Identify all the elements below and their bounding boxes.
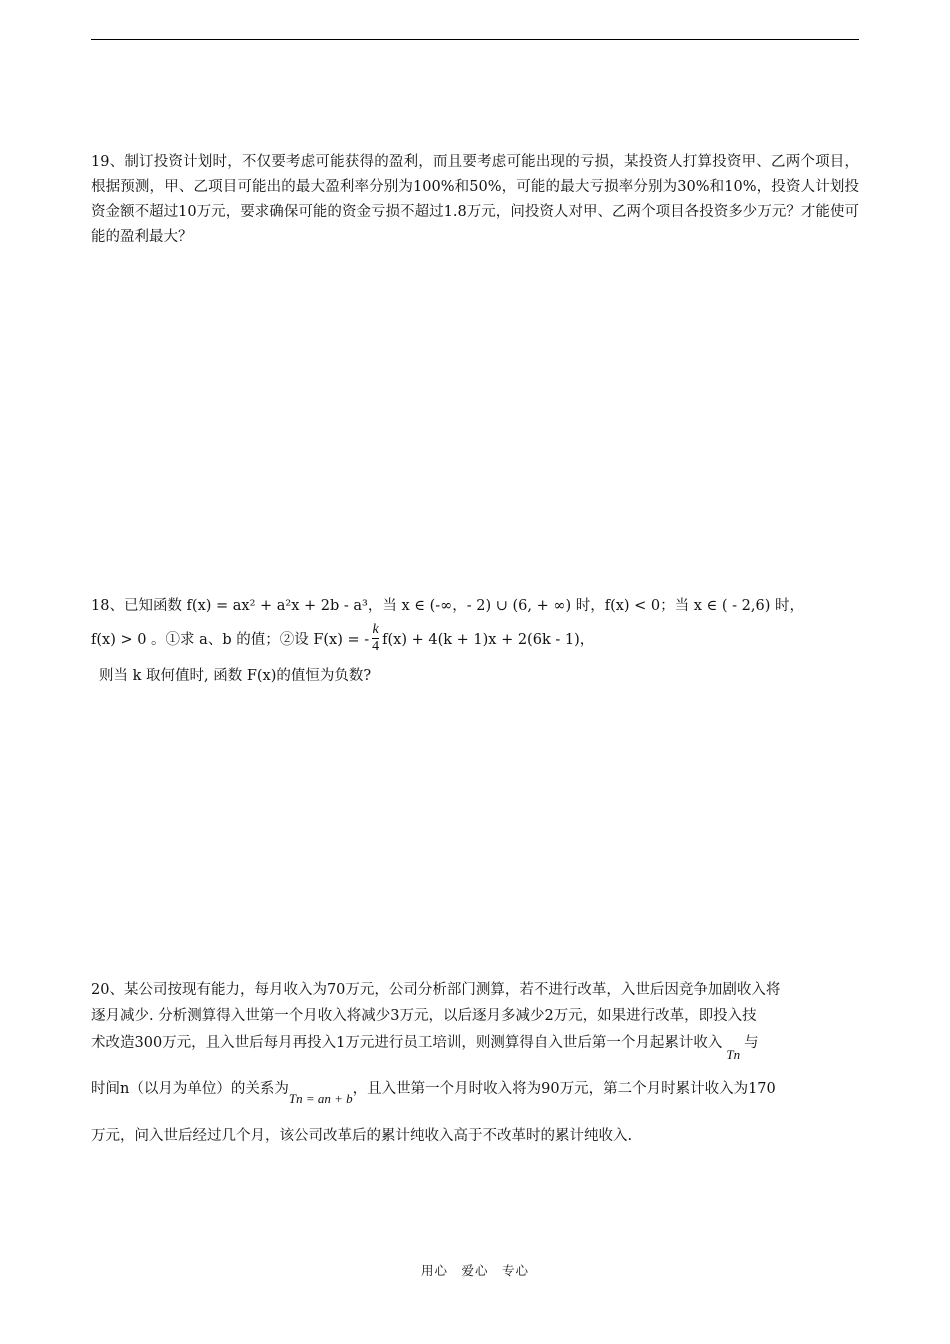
question-18-line-2-end: f(x) + 4(k + 1)x + 2(6k - 1)， — [382, 632, 595, 648]
question-18-line-3: 则当 k 取何值时, 函数 F(x)的值恒为负数? — [99, 668, 372, 684]
question-20-line-3-end: 与 — [744, 1035, 759, 1051]
question-20-line-4-end: ，且入世第一个月时收入将为90万元，第二个月时累计收入为170 — [352, 1081, 776, 1097]
question-20-line-2: 逐月减少. 分析测算得入世第一个月收入将减少3万元，以后逐月多减少2万元，如果进行改革，即投入技 — [91, 1008, 757, 1024]
question-20-line-3 — [91, 1030, 759, 1062]
question-20-line-3-text: 术改造300万元，且入世后每月再投入1万元进行员工培训，则测算得自入世后第一个月起累计收入 — [91, 1035, 723, 1051]
page-footer: 用心 爱心 专心 — [420, 1263, 529, 1278]
fraction-k-over-4 — [372, 622, 379, 655]
question-20-line-1: 20、某公司按现有能力，每月收入为70万元，公司分析部门测算，若不进行改革，入世后因竞争加剧收入将 — [91, 982, 781, 998]
question-19: 19、制订投资计划时，不仅要考虑可能获得的盈利，而且要考虑可能出现的亏损，某投资人打算投资甲、乙两个项目，根据预测，甲、乙项目可能出的最大盈利率分别为100%和50%，可能的最大亏损率分别为30%和10%，投资人计划投资金额不超过10万元，要求确保可能的资金亏损不超过1.8万元，问投资人对甲、乙两个项目各投资多少万元？才能使可能的盈利最大？ — [91, 154, 859, 245]
fraction-numerator: k — [372, 621, 379, 637]
question-18-line-1: 18、已知函数 f(x) = ax² + a²x + 2b - a³，当 x ∈ (-∞，- 2) ∪ (6, + ∞) 时，f(x) < 0；当 x ∈ ( - 2,6) 时， — [91, 598, 804, 614]
fraction-denominator: 4 — [372, 638, 380, 654]
question-18-line-2 — [91, 621, 594, 659]
question-20-line-4 — [91, 1076, 776, 1106]
question-18-line-2-start: f(x) > 0 。①求 a、b 的值；②设 F(x) = - — [91, 632, 370, 648]
question-20-line-4-start: 时间n（以月为单位）的关系为 — [91, 1081, 289, 1097]
question-20-line-5: 万元，问入世后经过几个月，该公司改革后的累计纯收入高于不改革时的累计纯收入. — [91, 1128, 633, 1144]
header-rule — [91, 39, 859, 40]
tn-formula: Tn = an + b — [288, 1091, 353, 1106]
tn-symbol: Tn — [726, 1047, 741, 1062]
